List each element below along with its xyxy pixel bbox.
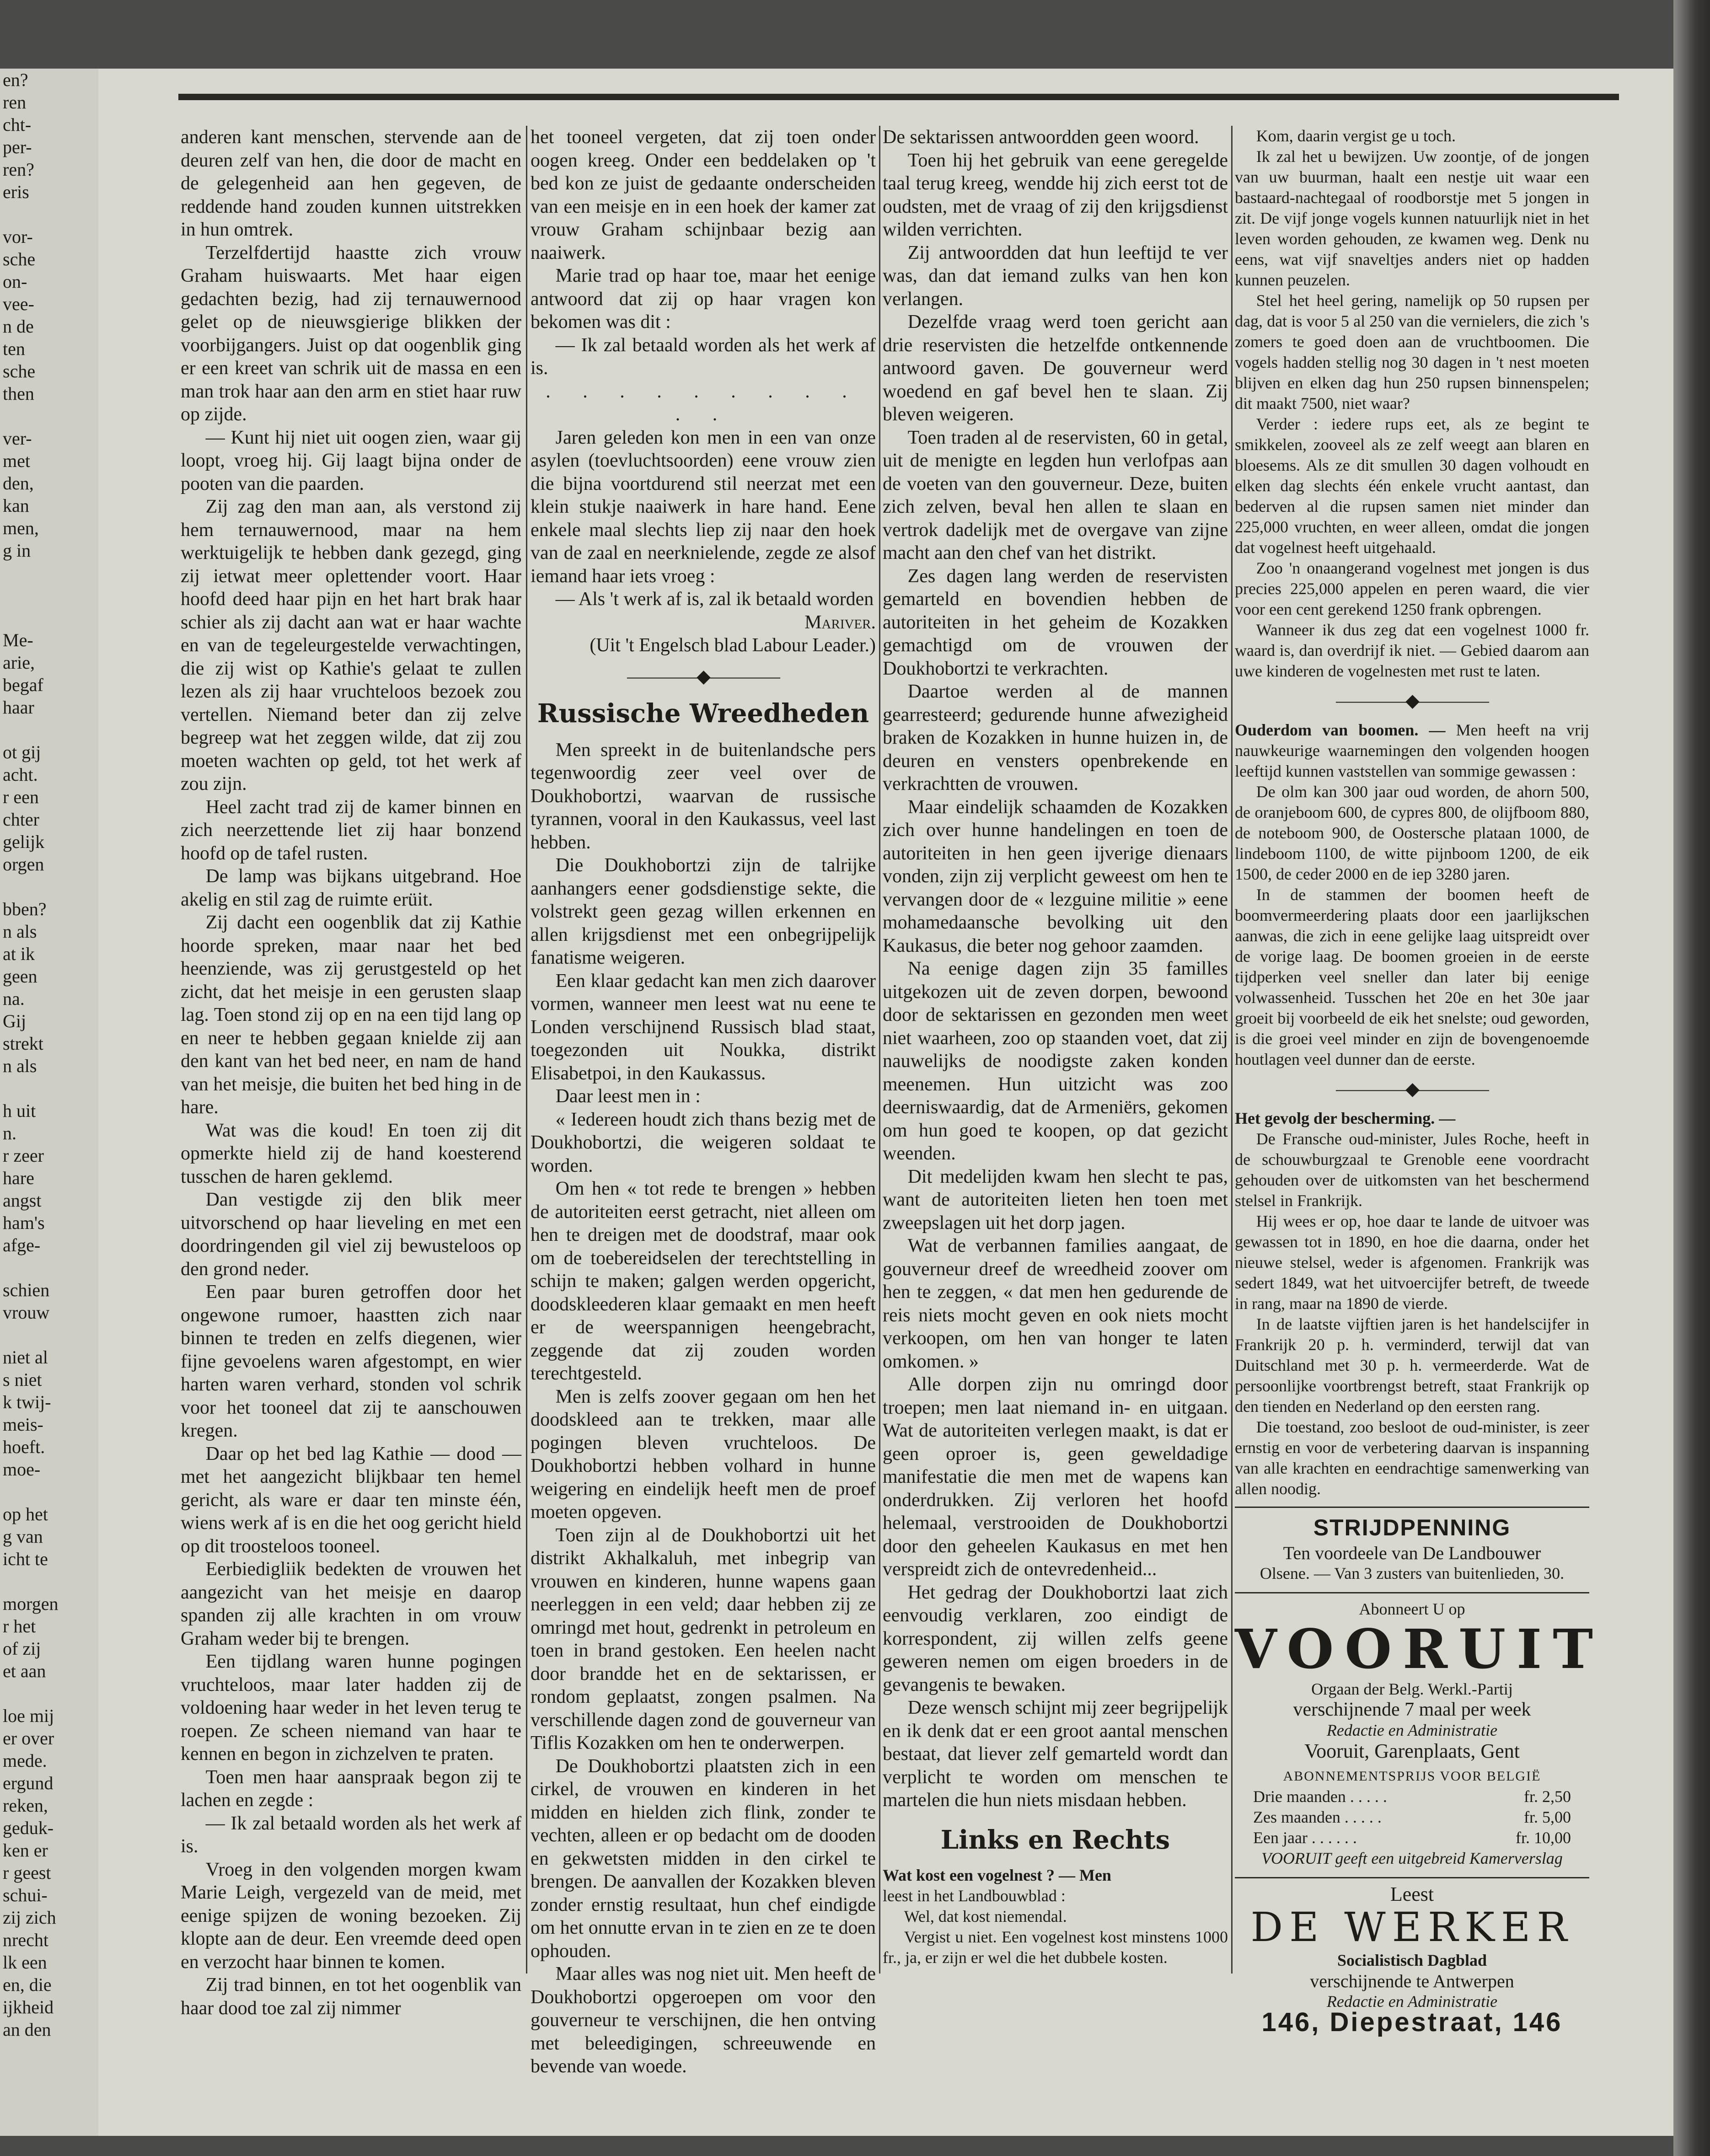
ad2-red: Redactie en Administratie	[1326, 1992, 1498, 2011]
werker-masthead: DE WERKER	[1250, 1904, 1574, 1951]
price-row	[1235, 1828, 1589, 1848]
prev-page-fragment: Me-	[3, 630, 33, 650]
paragraph: het tooneel vergeten, dat zij toen onder oogen kreeg. Onder een beddelaken op 't bed kon ze juist de gedaante onderscheiden van een meisje en in een hoek der kamer zat vrouw Graham schijnbaar bezig aan naaiwerk.	[531, 127, 876, 263]
ad2-sub: Socialistisch Dagblad	[1337, 1951, 1487, 1969]
prev-page-fragment	[0, 1480, 110, 1503]
paragraph: De lamp was bijkans uitgebrand. Hoe akelig en stil zag de ruimte erüit.	[181, 866, 521, 910]
prev-page-fragment: met	[3, 451, 30, 471]
prev-page-fragment: den,	[3, 473, 34, 493]
paragraph: Zij dacht een oogenblik dat zij Kathie hoorde spreken, maar naar het bed heenziende, was zij gerustgesteld op het zicht, dat het meisje in een gerusten slaap lag. Toen stond zij op en na een tijd lang op en neer te hebben gegaan knielde zij aan den kant van het bed neer, en nam de hand van het meisje, die buiten het bed hing in de hare.	[181, 912, 521, 1118]
paragraph: Wel, dat kost niemendal.	[904, 1907, 1067, 1925]
paragraph: In de stammen der boomen heeft de boomvermeerdering plaats door een jaarlijkschen aanwas, die zich in eene gelijke laag uitspreidt over de vorige laag. De boomen groeien in de eerste tijdperken veel sneller dan later bij eenige volwassenheid. Tusschen het 20e en het 30e jaar groeit bij voorbeeld de eik het snelste; oud geworden, is die groei veel minder en zijn de bovengenoemde houtlagen veel dunner dan de eerste.	[1235, 885, 1589, 1068]
paragraph: Een tijdlang waren hunne pogingen vruchteloos, maar later hadden zij de voldoening haar weder in het leven terug te roepen. Ze scheen niemand van haar te kennen en begon in zichzelven te praten.	[181, 1651, 521, 1764]
ad-addr: Vooruit, Garenplaats, Gent	[1304, 1740, 1520, 1762]
price-value: fr. 5,00	[1524, 1808, 1571, 1826]
prev-page-fragment: an den	[3, 2019, 51, 2040]
prev-page-fragment: r een	[3, 787, 39, 807]
prev-page-fragment: eris	[3, 182, 29, 202]
prev-page-fragment: schien	[3, 1280, 50, 1300]
prev-page-fragment	[0, 1324, 110, 1346]
prev-page-fragment: vrouw	[3, 1302, 50, 1323]
price-row	[1235, 1786, 1589, 1807]
paragraph: Toen traden al de reservisten, 60 in getal, uit de menigte en legden hun verlofpas aan de voeten van den gouverneur. Deze, buiten zich zelven, beval hen allen te slaan en vertrok dadelijk met de overgave van zijne macht aan den chef van het distrikt.	[883, 427, 1228, 563]
prev-page-fragment: meis-	[3, 1414, 43, 1435]
ad-red: Redactie en Administratie	[1326, 1721, 1498, 1739]
prev-page-fragment: of zij	[3, 1638, 41, 1659]
paragraph: Terzelfdertijd haastte zich vrouw Graham huiswaarts. Met haar eigen gedachten bezig, had zij ternauwernood gelet op de nieuwsgierige blikken der voorbijgangers. Juist op dat oogenblik ging er een kreet van schrik uit de massa en een man trok haar aan den arm en stiet haar ruw op zijde.	[181, 242, 521, 425]
prev-page-fragment: vor-	[3, 226, 33, 247]
item-heading: Het gevolg der bescherming. —	[1235, 1109, 1456, 1127]
paragraph: De olm kan 300 jaar oud worden, de ahorn 500, de oranjeboom 600, de cypres 800, de olijfboom 880, de noteboom 900, de Oostersche plataan 1000, de lindeboom 1100, de witte pijnboom 1200, de eik 1500, de ceder 2000 en de iep 3280 jaren.	[1235, 783, 1589, 883]
prev-page-fragment: na.	[3, 988, 25, 1009]
paragraph: Zij trad binnen, en tot het oogenblik van haar dood toe zal zij nimmer	[181, 1974, 521, 2019]
prev-page-fragment: begaf	[3, 675, 43, 695]
prev-page-fragment: r zeer	[3, 1145, 44, 1166]
vooruit-ad	[1235, 1592, 1604, 1869]
separator: ————◆————	[1336, 1078, 1488, 1099]
prev-page-fragment: arie,	[3, 652, 35, 673]
author-byline: Mariver.	[804, 611, 876, 633]
paragraph: Die toestand, zoo besloot de oud-minister, is zeer ernstig en voor de verbetering daarvan is inspanning van alle krachten en eendrachtige samenwerking van allen noodig.	[1235, 1418, 1589, 1498]
prev-page-fragment: er over	[3, 1728, 54, 1748]
prev-page-fragment: cht-	[3, 114, 32, 135]
prev-page-fragment: kan	[3, 495, 29, 516]
prev-page-fragment: angst	[3, 1190, 42, 1211]
paragraph: Na eenige dagen zijn 35 familles uitgekozen uit de zeven dorpen, bewoond door de sektarissen en gezonden men weet niet waarheen, zoo op staanden voet, dat zij nauwelijks de noodigste zaken konden meenemen. Hun uitzicht was zoo deerniswaardig, dat de Armeniërs, gekomen om hun goed te koopen, op dat gezicht weenden.	[883, 958, 1228, 1164]
paragraph: De Fransche oud-minister, Jules Roche, heeft in de schouwburgzaal te Grenoble eene voordracht gehouden over de uitkomsten van het beschermend stelsel in Frankrijk.	[1235, 1130, 1589, 1210]
prev-page-fragment: op het	[3, 1504, 48, 1524]
prev-page-fragment: r geest	[3, 1862, 51, 1883]
prev-page-fragment: k twij-	[3, 1392, 51, 1412]
column-2	[531, 126, 876, 2077]
paragraph: anderen kant menschen, stervende aan de deuren zelf van hen, die door de macht en de gelegenheid aan hen gegeven, de reddende hand zouden kunnen uitstrekken in hun omtrek.	[181, 127, 521, 240]
paragraph: Men is zelfs zoover gegaan om hen het doodskleed aan te trekken, maar alle pogingen bleven vruchteloos. De Doukhobortzi hebben volhard in hunne weigering en eindelijk heeft men de proef moeten opgeven.	[531, 1386, 876, 1523]
prev-page-fragment: ten	[3, 338, 25, 359]
prev-page-fragment	[0, 562, 110, 584]
paragraph: Een klaar gedacht kan men zich daarover vormen, wanneer men leest wat nu eene te Londen verschijnend Russisch blad staat, toegezonden uit Noukka, distrikt Elisabetpoi, in den Kaukassus.	[531, 970, 876, 1084]
column-rule	[526, 126, 527, 1974]
prev-page-fragment: sche	[3, 249, 36, 269]
paragraph: Zes dagen lang werden de reservisten gemarteld en bovendien hebben de autoriteiten in het geheim de Kozakken gemachtigd om de vrouwen der Doukhobortzi te verkrachten.	[883, 565, 1228, 679]
prev-page-fragment	[0, 719, 110, 741]
prev-page-fragment: ren	[3, 92, 27, 113]
prev-page-fragment: Gij	[3, 1011, 27, 1031]
paragraph: — Ik zal betaald worden als het werk af is.	[181, 1813, 521, 1857]
column-4	[1235, 126, 1604, 2037]
paragraph: Zij antwoordden dat hun leeftijd te ver was, dan dat iemand zulks van hen kon verlangen.	[883, 242, 1228, 310]
prev-page-fragment: men,	[3, 518, 39, 538]
paragraph: Het gedrag der Doukhobortzi laat zich eenvoudig verklaren, zoo eindigt de korrespondent, zij willen zelfs geene geweren nemen om eigen broeders in de gevangenis te bewaken.	[883, 1582, 1228, 1695]
strijdpenning-title: STRIJDPENNING	[1235, 1507, 1589, 1543]
prev-page-fragment	[0, 1256, 110, 1279]
prev-page-fragment: nrecht	[3, 1930, 48, 1950]
prev-page-fragment	[0, 584, 110, 606]
paragraph: Toen men haar aanspraak begon zij te lachen en zegde :	[181, 1766, 521, 1811]
prev-page-fragment: then	[3, 383, 34, 404]
paragraph: Kom, daarin vergist ge u toch.	[1256, 127, 1456, 145]
prev-page-fragment: at ik	[3, 944, 35, 964]
prev-page-fragment: ot gij	[3, 742, 41, 762]
prev-page-fragment: hare	[3, 1168, 34, 1188]
paragraph: Die Doukhobortzi zijn de talrijke aanhangers eener godsdienstige sekte, die volstrekt geen gezag willen erkennen en allen krijgsdienst met een onbegrijpelijk fanatisme weigeren.	[531, 855, 876, 968]
paragraph: Dan vestigde zij den blik meer uitvorschend op haar lieveling en met een doordringenden gil viel zij bewusteloos op den grond neder.	[181, 1189, 521, 1280]
price-row	[1235, 1807, 1589, 1828]
prev-page-fragment: on-	[3, 271, 27, 292]
prev-page-fragment: en?	[3, 70, 28, 90]
paragraph: Zoo 'n onaangerand vogelnest met jongen is dus precies 225,000 appelen en peren waard, die vier voor een cent gerekend 1250 frank opbrengen.	[1235, 559, 1589, 618]
column-3	[883, 126, 1228, 1974]
paragraph: Wat was die koud! En toen zij dit opmerkte hield zij de hand koesterend tusschen de haren geklemd.	[181, 1120, 521, 1187]
price-list	[1235, 1786, 1589, 1848]
paragraph: Heel zacht trad zij de kamer binnen en zich neerzettende liet zij haar bonzend hoofd op de tafel rusten.	[181, 796, 521, 864]
prev-page-fragment: n de	[3, 316, 34, 337]
paragraph: Om hen « tot rede te brengen » hebben de autoriteiten eerst getracht, niet alleen om hen te dreigen met de doodstraf, maar ook om de toebereidselen der terechtstelling in schijn te maken; galgen werden opgericht, doodskleederen klaar gemaakt en men heeft er de weerspannigen heengebracht, zeggende dat zij zouden worden terechtgesteld.	[531, 1178, 876, 1384]
prev-page-fragment: icht te	[3, 1549, 48, 1569]
paragraph: Maar alles was nog niet uit. Men heeft de Doukhobortzi opgeroepen om voor den gouverneur te verschijnen, die hen ontving met beleedigingen, schreeuwende en bevende van woede.	[531, 1963, 876, 2077]
ellipsis-dots: . . . . . . . . . . .	[546, 381, 861, 425]
price-value: fr. 10,00	[1516, 1829, 1571, 1847]
prev-page-fragment: geen	[3, 966, 38, 987]
paragraph: Jaren geleden kon men in een van onze asylen (toevluchtsoorden) eene vrouw zien die bijna voortdurend stil neerzat met een klein stukje naaiwerk in hare hand. Eene enkele maal slechts liep zij naar den hoek van de zaal en neerknielende, zegde ze alsof iemand haar iets vroeg :	[531, 427, 876, 587]
prev-page-fragment: lk een	[3, 1952, 47, 1973]
price-label: Zes maanden . . . . .	[1253, 1808, 1382, 1826]
werker-ad	[1235, 1877, 1589, 2037]
prev-page-fragment: zij zich	[3, 1907, 56, 1928]
subhead-text: leest in het Landbouwblad :	[883, 1886, 1066, 1905]
ad-foot: VOORUIT geeft een uitgebreid Kamerverslag	[1261, 1849, 1563, 1867]
prev-page-fragment	[0, 405, 110, 427]
book-binding	[1673, 0, 1710, 2156]
prev-page-fragment: g van	[3, 1526, 43, 1547]
ad2-addr: 146, Diepestraat, 146	[1261, 2007, 1563, 2037]
strijdpenning-sub: Ten voordeele van De Landbouwer	[1283, 1543, 1541, 1563]
column-rule	[1231, 126, 1233, 1974]
newspaper-page	[98, 69, 1685, 2136]
prev-page-fragment: reken,	[3, 1795, 48, 1816]
ad2-intro: Leest	[1390, 1883, 1434, 1905]
vooruit-masthead: VOORUIT	[1235, 1617, 1604, 1681]
prev-page-fragment: strekt	[3, 1033, 43, 1054]
prev-page-fragment: n als	[3, 1056, 37, 1076]
paragraph: Toen zijn al de Doukhobortzi uit het distrikt Akhalkaluh, met inbegrip van vrouwen en kinderen, hunne wapens gaan neerleggen in een veld; daar hebben zij ze omringd met hout, gedrenkt in petroleum en toen in brand gestoken. Een heelen nacht door brandde het en de sektarissen, er rondom geplaatst, zongen psalmen. Na verschillende dagen zond de gouverneur van Tiflis Kozakken om hen te onderwerpen.	[531, 1524, 876, 1754]
ad-org: Orgaan der Belg. Werkl.-Partij	[1311, 1680, 1513, 1698]
subhead-title: Wat kost een vogelnest ? — Men	[883, 1866, 1111, 1884]
prev-page-fragment: morgen	[3, 1593, 59, 1614]
prev-page-fragment: ren?	[3, 159, 34, 180]
article-heading: Russische Wreedheden	[537, 698, 869, 729]
paragraph: Maar eindelijk schaamden de Kozakken zich over hunne handelingen en toen de autoriteiten in hen geen ijverige dienaars vonden, zijn zij verplicht geweest om hen te vervangen door de « lezguine militie » eene mohamedaansche bevolking uit den Kaukasus, die beter nog gehoor zaamden.	[883, 796, 1228, 956]
paragraph: Alle dorpen zijn nu omringd door troepen; men laat niemand in- en uitgaan. Wat de autoriteiten verlegen maakt, is dat er geen oproer is, geen geweldadige manifestatie die men met de wapens kan onderdrukken. Zij verloren het hoofd helemaal, verstrooiden de Doukhobortzi door den geheelen Kaukasus en met hen verspreidt zich de ontevredenheid...	[883, 1374, 1228, 1580]
prev-page-fragment	[0, 203, 110, 225]
top-rule	[178, 94, 1619, 100]
price-label: Drie maanden . . . . .	[1253, 1787, 1387, 1806]
ad-prices-head: ABONNEMENTSPRIJS VOOR BELGIË	[1283, 1769, 1541, 1784]
item-text: Men heeft na vrij nauwkeurige waarnemingen den volgenden hoogen leeftijd kunnen vaststellen van sommige gewassen :	[1235, 721, 1590, 780]
section-heading: Links en Rechts	[940, 1824, 1170, 1855]
prev-page-fragment	[0, 1570, 110, 1593]
paragraph: Vroeg in den volgenden morgen kwam Marie Leigh, vergezeld van de meid, met eenige spijzen de woning bezoeken. Zij klopte aan de deur. Een vreemde deed open en verzocht haar binnen te komen.	[181, 1859, 521, 1973]
prev-page-fragment: chter	[3, 809, 39, 830]
prev-page-fragment: bben?	[3, 899, 47, 919]
subhead	[883, 1865, 1228, 1906]
prev-page-fragment: mede.	[3, 1750, 47, 1771]
prev-page-fragment: orgen	[3, 854, 44, 874]
prev-page-fragment: ijkheid	[3, 1997, 54, 2017]
prev-page-fragment: loe mij	[3, 1705, 54, 1726]
paragraph: Hij wees er op, hoe daar te lande de uitvoer was gewassen tot in 1890, en hoe die daarna, onder het nieuwe stelsel, weder is afgenomen. Frankrijk was sedert 1849, wat het uitvoercijfer betreft, de tweede in rang, maar na 1890 de vierde.	[1235, 1212, 1589, 1313]
paragraph: Daar op het bed lag Kathie — dood — met het aangezicht blijkbaar ten hemel gericht, als ware er daar ten minste één, wiens werk af is en die het oog gericht hield op dit troosteloos tooneel.	[181, 1443, 521, 1557]
prev-page-fragment: haar	[3, 697, 34, 718]
prev-page-fragment: hoeft.	[3, 1437, 45, 1457]
item-heading: Ouderdom van boomen. —	[1235, 721, 1446, 739]
separator: ————◆————	[627, 665, 779, 686]
paragraph: Vergist u niet. Een vogelnest kost minstens 1000 fr., ja, er zijn er wel die het dubbele kosten.	[883, 1927, 1228, 1967]
paragraph: Eerbiedigliik bedekten de vrouwen het aangezicht van het meisje en daarop spanden zij alle krachten in om vrouw Graham weder bij te brengen.	[181, 1559, 521, 1649]
paragraph: Deze wensch schijnt mij zeer begrijpelijk en ik denk dat er een groot aantal menschen bestaat, dat liever zelf gemarteld wordt dan verplicht te worden om menschen te martelen die hun niets misdaan hebben.	[883, 1697, 1228, 1811]
prev-page-fragment: geduk-	[3, 1818, 54, 1838]
column-rule	[879, 126, 880, 1974]
prev-page-fragment: moe-	[3, 1459, 41, 1480]
paragraph: Stel het heel gering, namelijk op 50 rupsen per dag, dat is voor 5 al 250 van die vernielers, die zich 's zomers te goed doen aan de vruchtboomen. Die vogels hadden stellig nog 30 dagen in 't nest moeten blijven en elken dag hun 250 rupsen binnenspelen; dit maakt 7500, niet waar?	[1235, 291, 1589, 413]
prev-page-fragment: et aan	[3, 1661, 46, 1681]
paragraph: Verder : iedere rups eet, als ze begint te smikkelen, zooveel als ze zelf weegt aan blaren en bloesems. Als ze dit smullen 30 dagen volhoudt en elken dag slechts één enkele vrucht aantast, dan bederven al die rupsen samen niet minder dan 225,000 vruchten, en weer alleen, omdat die jongen dat vogelnest heeft uitgehaald.	[1235, 415, 1589, 557]
prev-page-fragment: afge-	[3, 1235, 41, 1255]
paragraph: Men spreekt in de buitenlandsche pers tegenwoordig zeer veel over de Doukhobortzi, waarvan de russische tyrannen, vooral in den Kaukassus, veel last hebben.	[531, 739, 876, 853]
paragraph: — Als 't werk af is, zal ik betaald worden	[555, 589, 874, 610]
price-value: fr. 2,50	[1524, 1787, 1571, 1806]
paragraph: — Kunt hij niet uit oogen zien, waar gij loopt, vroeg hij. Gij laagt bijna onder de pooten van die paarden.	[181, 427, 521, 494]
ad2-freq: verschijnende te Antwerpen	[1310, 1971, 1514, 1991]
paragraph: Toen hij het gebruik van eene geregelde taal terug kreeg, wendde hij zich eerst tot de oudsten, met de vraag of zij den krijgsdienst wilden verrichten.	[883, 150, 1228, 240]
ad-intro: Abonneert U op	[1359, 1600, 1465, 1618]
prev-page-fragment: vee-	[3, 294, 34, 314]
prev-page-fragment: acht.	[3, 764, 38, 785]
prev-page-fragment: ken er	[3, 1840, 48, 1861]
paragraph: Marie trad op haar toe, maar het eenige antwoord dat zij op haar vragen kon bekomen was dit :	[531, 265, 876, 333]
prev-page-fragment: ham's	[3, 1212, 45, 1233]
prev-page-fragment: schui-	[3, 1885, 48, 1905]
paragraph: Zij zag den man aan, als verstond zij hem ternauwernood, maar na hem werktuigelijk te hebben dank gezegd, ging zij ietwat meer oplettender voort. Haar hoofd deed haar pijn en het hart brak haar schier als zij dacht aan wat er haar wachte en van de tegeleurgestelde verwachtingen, die zij wist op Kathie's gelaat te zullen lezen als zij haar vruchteloos bezoek zou vertellen. Niemand beter dan zij zelve begreep wat het zeggen wilde, dat zij zou moeten wachten op geld, tot het werk af zou zijn.	[181, 496, 521, 794]
column-1	[181, 126, 521, 2019]
prev-page-fragment: en, die	[3, 1974, 52, 1995]
price-label: Een jaar . . . . . .	[1253, 1829, 1357, 1847]
paragraph: Dezelfde vraag werd toen gericht aan drie reservisten die hetzelfde ontkennende antwoord gaven. De gouverneur werd woedend en gaf bevel hen te slaan. Zij bleven weigeren.	[883, 311, 1228, 425]
prev-page-fragment: h uit	[3, 1100, 36, 1121]
prev-page-fragment	[0, 606, 110, 629]
prev-page-fragment: n.	[3, 1123, 16, 1143]
prev-page-fragment: ver-	[3, 428, 32, 449]
paragraph: « Iedereen houdt zich thans bezig met de Doukhobortzi, die weigeren soldaat te worden.	[531, 1109, 876, 1176]
prev-page-fragment: g in	[3, 540, 31, 561]
paragraph: In de laatste vijftien jaren is het handelscijfer in Frankrijk 20 p. h. verminderd, terwijl dat van Duitschland met 30 p. h. vermeerderde. Wat de persoonlijke voortbrengst betreft, staat Frankrijk op den tienden en Nederland op den eersten rang.	[1235, 1315, 1589, 1416]
prev-page-fragment: ergund	[3, 1773, 54, 1793]
prev-page-fragment	[0, 875, 110, 898]
previous-page-margin	[0, 69, 113, 2136]
paragraph: De sektarissen antwoordden geen woord.	[883, 127, 1199, 148]
paragraph: Wanneer ik dus zeg dat een vogelnest 1000 fr. waard is, dan overdrijf ik niet. — Gebied daarom aan uwe kinderen de vogelnesten met rust te laten.	[1235, 621, 1589, 680]
prev-page-fragment: per-	[3, 137, 32, 157]
prev-page-fragment: s niet	[3, 1369, 42, 1390]
paragraph: — Ik zal betaald worden als het werk af is.	[531, 334, 876, 379]
prev-page-fragment	[0, 1682, 110, 1705]
prev-page-fragment	[0, 1077, 110, 1099]
paragraph: Een paar buren getroffen door het ongewone rumoer, haastten zich naar binnen te treden en zelfs diegenen, wier fijne gevoelens waren afgestompt, en wier harten waren verhard, stonden vol schrik voor het tooneel dat zij te aanschouwen kregen.	[181, 1282, 521, 1441]
prev-page-fragment: r het	[3, 1616, 36, 1636]
paragraph: Dit medelijden kwam hen slecht te pas, want de autoriteiten lieten hen toen met zweepslagen uit het dorp jagen.	[883, 1166, 1228, 1234]
prev-page-fragment: niet al	[3, 1347, 48, 1368]
paragraph: Wat de verbannen families aangaat, de gouverneur dreef de wreedheid zoover om hen te zeggen, « dat men hen gedurende de reis niets mocht geven en ook niets mocht verkoopen, om hen van honger te laten omkomen. »	[883, 1235, 1228, 1372]
paragraph: Daar leest men in :	[555, 1086, 701, 1107]
separator: ————◆————	[1336, 690, 1488, 711]
prev-page-fragment: sche	[3, 361, 36, 381]
prev-page-fragment: gelijk	[3, 831, 45, 852]
source-note: (Uit 't Engelsch blad Labour Leader.)	[590, 635, 876, 656]
paragraph: Daartoe werden al de mannen gearresteerd; gedurende hunne afwezigheid braken de Kozakken in hunne huizen in, de deuren en vensters openbrekende en verkrachtten de vrouwen.	[883, 681, 1228, 794]
ad-freq: verschijnende 7 maal per week	[1293, 1699, 1531, 1720]
paragraph: Ik zal het u bewijzen. Uw zoontje, of de jongen van uw buurman, haalt een nestje uit waar een bastaard-nachtegaal of roodborstje met 5 jongen in zit. De vijf jonge vogels kunnen natuurlijk niet in het leven worden gehouden, ze kwamen weg. Denk nu eens, wat vijf snaveltjes anders niet op hadden kunnen peuzelen.	[1235, 147, 1589, 289]
paragraph: De Doukhobortzi plaatsten zich in een cirkel, de vrouwen en kinderen in het midden en hielden zich flink, zonder te vechten, alleen er op bedacht om de dooden en gekwetsten midden in den cirkel te brengen. De aanvallen der Kozakken bleven zonder ernstig resultaat, hun chef eindigde om het onnutte ervan in te zien en ze te doen ophouden.	[531, 1755, 876, 1962]
strijdpenning-line: Olsene. — Van 3 zusters van buitenlieden, 30.	[1260, 1564, 1565, 1582]
prev-page-fragment: n als	[3, 921, 37, 942]
